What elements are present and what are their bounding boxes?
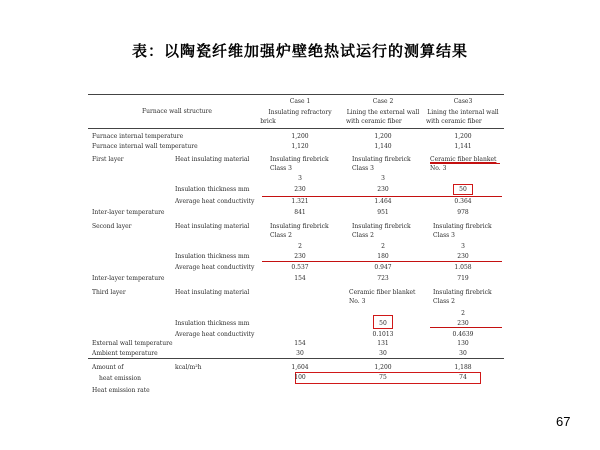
page-number: 67: [556, 414, 571, 429]
cell-value: 1,200: [454, 133, 472, 140]
cell-value: 719: [457, 275, 469, 282]
header-case1-line1: Insulating refractory: [268, 109, 332, 116]
cell-value: 30: [459, 350, 467, 357]
cell-value: 30: [379, 350, 387, 357]
class-value: 3: [298, 175, 302, 182]
material-line1: Insulating firebrick: [433, 223, 492, 230]
highlight-box: [453, 184, 473, 195]
thickness-value: 50: [379, 320, 387, 327]
cell-value: 978: [457, 209, 469, 216]
heat-emission-unit: kcal/m²h: [175, 364, 202, 371]
header-structure-label: Furnace wall structure: [142, 108, 212, 115]
cell-value: 1,141: [454, 143, 472, 150]
material-line1: Insulating firebrick: [270, 223, 329, 230]
cell-value: 951: [377, 209, 389, 216]
material-line1: Ceramic fiber blanket: [349, 289, 416, 296]
material-label: Heat insulating material: [175, 156, 250, 163]
row-label: Inter-layer temperature: [92, 275, 165, 282]
heat-emission-label: heat emission: [99, 375, 142, 382]
heat-emission-rate: 75: [379, 374, 387, 381]
first-layer-label: First layer: [92, 156, 124, 163]
header-case3-line1: Lining the internal wall: [427, 109, 499, 116]
material-line1: Ceramic fiber blanket: [430, 156, 497, 163]
highlight-underline: [262, 261, 502, 262]
row-label: Heat emission rate: [92, 387, 150, 394]
material-line2: Class 3: [270, 165, 292, 172]
conductivity-value: 1.058: [454, 264, 472, 271]
cell-value: 1,200: [374, 133, 392, 140]
conductivity-label: Average heat conductivity: [175, 198, 255, 205]
material-line2: No. 3: [349, 298, 366, 305]
cell-value: 131: [377, 340, 389, 347]
conductivity-value: 0.537: [291, 264, 309, 271]
section-rule: [88, 358, 504, 359]
material-line2: Class 2: [270, 232, 292, 239]
cell-value: 154: [294, 340, 306, 347]
heat-emission-value: 1,604: [291, 364, 309, 371]
cell-value: 1,140: [374, 143, 392, 150]
table-top-rule: [88, 94, 504, 95]
conductivity-value: 0.364: [454, 198, 472, 205]
highlight-underline: [262, 196, 502, 197]
class-value: 3: [461, 243, 465, 250]
header-case2-name: Case 2: [372, 98, 394, 105]
heat-emission-label: Amount of: [92, 364, 124, 371]
header-case2-line2: with ceramic fiber: [346, 118, 402, 125]
material-line2: Class 2: [352, 232, 374, 239]
conductivity-value: 1.321: [291, 198, 309, 205]
material-line1: Insulating firebrick: [270, 156, 329, 163]
cell-value: 130: [457, 340, 469, 347]
thickness-value: 230: [457, 320, 469, 327]
thickness-value: 230: [294, 253, 306, 260]
row-label: Ambient temperature: [92, 350, 158, 357]
class-value: 2: [298, 243, 302, 250]
cell-value: 723: [377, 275, 389, 282]
row-label: Inter-layer temperature: [92, 209, 165, 216]
thickness-value: 230: [457, 253, 469, 260]
thickness-value: 180: [377, 253, 389, 260]
class-value: 2: [381, 243, 385, 250]
thickness-label: Insulation thickness mm: [175, 253, 250, 260]
material-line1: Insulating firebrick: [352, 223, 411, 230]
header-case2-line1: Lining the external wall: [346, 109, 420, 116]
material-line1: Insulating firebrick: [433, 289, 492, 296]
heat-emission-value: 1,200: [374, 364, 392, 371]
heat-emission-rate: 100: [294, 374, 306, 381]
conductivity-value: 0.1013: [372, 331, 394, 338]
conductivity-label: Average heat conductivity: [175, 264, 255, 271]
row-label: Furnace internal wall temperature: [92, 143, 198, 150]
header-case1-line2: brick: [260, 118, 276, 125]
material-label: Heat insulating material: [175, 289, 250, 296]
conductivity-value: 0.947: [374, 264, 392, 271]
header-rule: [88, 128, 504, 129]
heat-emission-rate: 74: [459, 374, 467, 381]
cell-value: 30: [296, 350, 304, 357]
thickness-label: Insulation thickness mm: [175, 186, 250, 193]
row-label: Furnace internal temperature: [92, 133, 184, 140]
header-case1-name: Case 1: [289, 98, 311, 105]
class-value: 2: [461, 310, 465, 317]
thickness-value: 230: [377, 186, 389, 193]
row-label: External wall temperature: [92, 340, 173, 347]
material-line2: No. 3: [430, 165, 447, 172]
conductivity-value: 1.464: [374, 198, 392, 205]
material-line2: Class 2: [433, 298, 455, 305]
cell-value: 841: [294, 209, 306, 216]
highlight-box: [373, 315, 393, 329]
material-line1: Insulating firebrick: [352, 156, 411, 163]
material-line2: Class 3: [352, 165, 374, 172]
cell-value: 1,120: [291, 143, 309, 150]
thickness-value: 50: [459, 186, 467, 193]
heat-emission-value: 1,188: [454, 364, 472, 371]
thickness-value: 230: [294, 186, 306, 193]
cell-value: 154: [294, 275, 306, 282]
third-layer-label: Third layer: [92, 289, 126, 296]
class-value: 3: [381, 175, 385, 182]
header-case3-line2: with ceramic fiber: [426, 118, 482, 125]
slide-title: 表：以陶瓷纤维加强炉壁绝热试运行的测算结果: [131, 42, 468, 60]
cell-value: 1,200: [291, 133, 309, 140]
highlight-underline: [430, 327, 502, 328]
material-line2: Class 3: [433, 232, 455, 239]
header-case3-name: Case3: [453, 98, 473, 105]
conductivity-label: Average heat conductivity: [175, 331, 255, 338]
second-layer-label: Second layer: [92, 223, 132, 230]
conductivity-value: 0.4639: [452, 331, 474, 338]
thickness-label: Insulation thickness mm: [175, 320, 250, 327]
material-label: Heat insulating material: [175, 223, 250, 230]
highlight-underline: [430, 163, 500, 164]
